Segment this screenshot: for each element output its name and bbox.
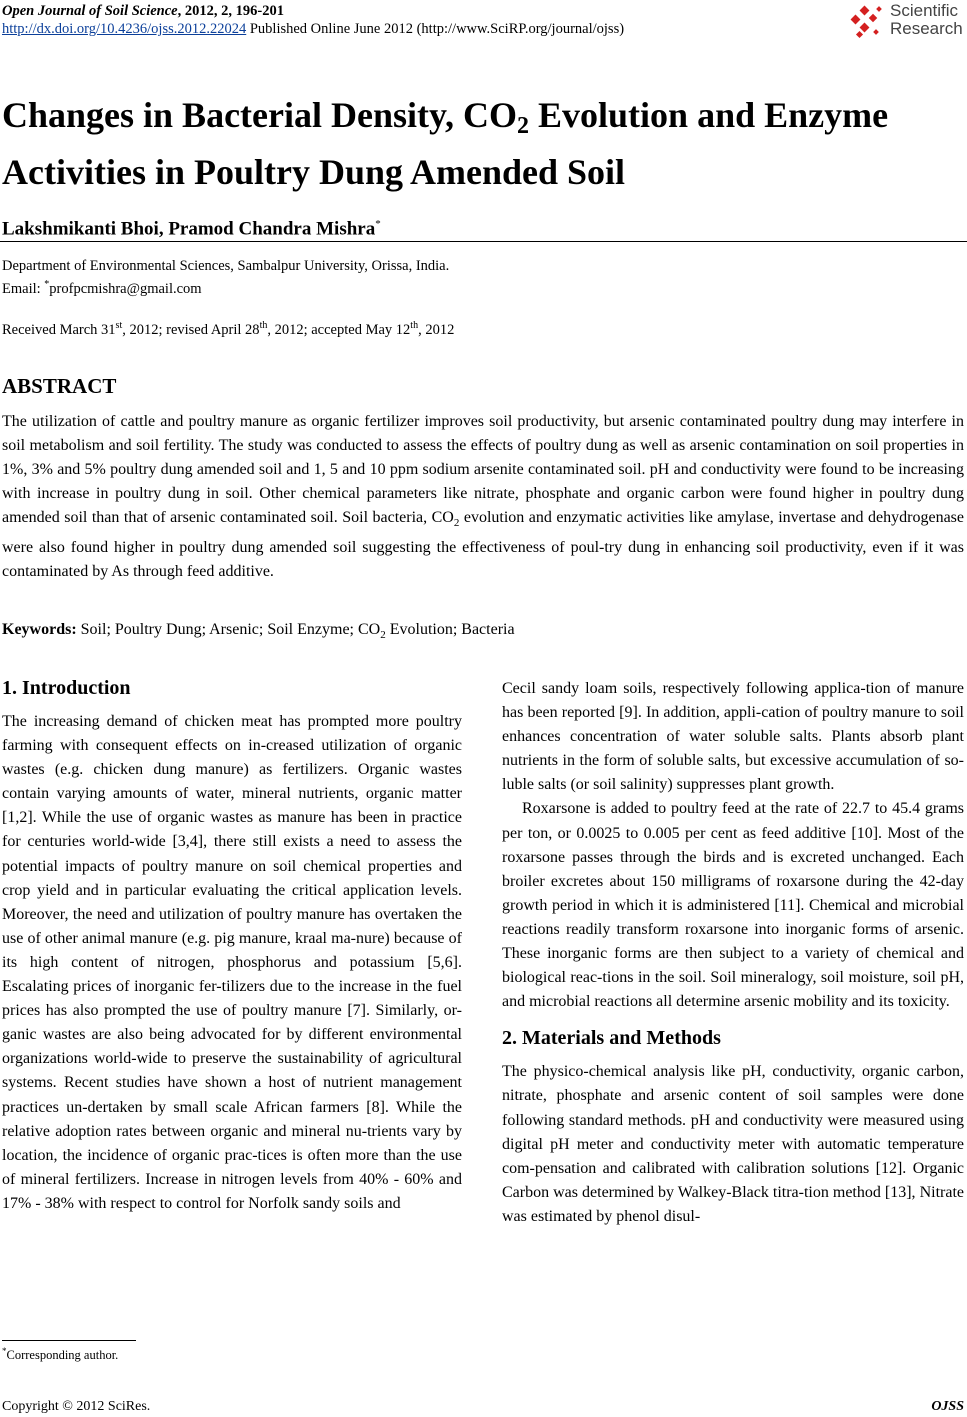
footnote-divider: [2, 1340, 136, 1341]
keywords-text-b: Evolution; Bacteria: [385, 621, 515, 638]
title-line-1-part-b: Evolution and Enzyme: [529, 95, 889, 135]
logo-line-2: Research: [890, 19, 963, 38]
intro-paragraph-2: Roxarsone is added to poultry feed at the rate of 22.7 to 45.4 grams per ton, or 0.0025 to 0.005 per cent as feed additive [10]. Most of the roxarsone passes through the birds and is excreted unchanged. Each broiler excretes about 150 milligrams of roxarsone during the 42-day growth period in which it is administered [11]. Chemical and microbial reactions readily transform roxarsone into inorganic forms of arsenic. These inorganic forms are then subject to a variety of chemical and biological reac-tions in the soil. Soil mineralogy, soil moisture, soil pH, and microbial reactions all determine arsenic mobility and its toxicity.: [502, 800, 964, 1011]
authors: [2, 213, 381, 240]
logo-line-1: Scientific: [890, 1, 959, 20]
logo-text: [890, 2, 963, 38]
author-names: Lakshmikanti Bhoi, Pramod Chandra Mishra: [2, 218, 376, 240]
doi-link[interactable]: http://dx.doi.org/10.4236/ojss.2012.22024: [2, 21, 247, 37]
journal-abbreviation: OJSS: [931, 1399, 964, 1414]
title-subscript: 2: [517, 113, 530, 139]
email-address: profpcmishra@gmail.com: [49, 280, 202, 297]
header-divider: [0, 241, 967, 242]
abstract-text-b: evolution and enzymatic activities like amylase, invertase and dehydrogenase were also found higher in poultry dung amended soil suggesting the effectiveness of poul-try dung in enhancing soil productivity, even if it was contaminated by As through feed additive.: [2, 509, 965, 580]
keywords-subscript: 2: [380, 629, 386, 642]
title-line-1: [2, 92, 962, 149]
logo-mark-icon: [848, 2, 888, 42]
copyright: Copyright © 2012 SciRes.: [2, 1399, 151, 1414]
title-line-2: Activities in Poultry Dung Amended Soil: [2, 152, 626, 192]
paper-title: [2, 92, 962, 195]
received-dates: [2, 317, 454, 339]
received-text-d: , 2012: [418, 321, 455, 338]
right-column: [502, 677, 964, 1229]
abstract-text-a: The utilization of cattle and poultry manure as organic fertilizer improves soil productivity, but arsenic contaminated poultry dung may interfere in soil metabolism and soil fertility. The study was conducted to assess the effects of poultry dung as well as arsenic contamination on soil properties in 1%, 3% and 5% poultry dung amended soil and 1, 5 and 10 ppm sodium arsenite contaminated soil. pH and conductivity were found to be increasing with increase in poultry dung in soil. Other chemical parameters like nitrate, phosphate and organic carbon were found higher in poultry dung amended soil than that of arsenic contaminated soil. Soil bacteria, CO: [2, 413, 964, 527]
received-sup-1: st: [115, 320, 123, 331]
email-line: [2, 276, 202, 298]
footnote-mark: *: [2, 1346, 7, 1356]
received-text-a: Received March 31: [2, 321, 116, 338]
corresponding-mark: *: [375, 218, 381, 230]
intro-paragraph-1: The increasing demand of chicken meat has prompted more poultry farming with consequent effects on in-creased utilization of organic wastes (e.g. chicken dung manure) as fertilizers. Organic wastes contain varying amounts of water, mineral nutrients, organic matter [1,2]. While the use of organic wastes as manure has been in practice for centuries world-wide [3,4], there still exists a need to assess the potential impacts of poultry manure on soil chemical properties and crop yield and in particular evaluating the critical application levels. Moreover, the need and utilization of poultry manure has overtaken the use of other animal manure (e.g. pig manure, kraal ma-nure) because of its high content of nitrogen, phosphorus and potassium [5,6]. Escalating prices of inorganic fer-tilizers due to the increase in the fuel prices has also prompted the use of poultry manure [7]. Similarly, or-ganic wastes are also being advocated for by different environmental organizations world-wide to preserve the sustainability of agricultural systems. Recent studies have shown a host of nutrient management practices un-dertaken by small scale African farmers [8]. While the relative adoption rates between organic and mineral nu-trients vary by location, the incidence of organic prac-tices is often more than the use of mineral fertilizers. Increase in nitrogen levels from 40% - 60% and 17% - 38% with respect to control for Norfolk sandy soils and: [2, 713, 462, 1212]
left-column: [2, 676, 462, 1216]
abstract-heading: ABSTRACT: [2, 374, 117, 398]
email-label: Email:: [2, 280, 45, 297]
journal-name: Open Journal of Soil Science: [2, 3, 178, 19]
keywords-text-a: Soil; Poultry Dung; Arsenic; Soil Enzyme; CO: [76, 621, 381, 638]
received-sup-2: th: [259, 320, 268, 331]
introduction-heading: 1. Introduction: [2, 677, 131, 699]
received-text-b: , 2012; revised April 28: [122, 321, 260, 338]
abstract-body: [2, 410, 964, 584]
title-line-1-part-a: Changes in Bacterial Density, CO: [2, 95, 518, 135]
received-text-c: , 2012; accepted May 12: [267, 321, 411, 338]
affiliation: Department of Environmental Sciences, Sambalpur University, Orissa, India.: [2, 258, 450, 274]
email-mark: *: [44, 279, 50, 290]
footnote-text: Corresponding author.: [6, 1348, 119, 1363]
received-sup-3: th: [410, 320, 419, 331]
methods-heading: 2. Materials and Methods: [502, 1027, 721, 1050]
footnote: [2, 1344, 118, 1363]
intro-paragraph-1-continued: Cecil sandy loam soils, respectively following applica-tion of manure has been reported [9]. In addition, appli-cation of poultry manure to soil enhances concentration of water soluble salts. Plants absorb plant nutrients in the form of soluble salts, but excessive accumulation of so-luble salts (or soil salinity) suppresses plant growth.: [502, 680, 964, 794]
published-online: Published Online June 2012 (http://www.SciRP.org/journal/ojss): [246, 21, 625, 37]
scientific-research-logo: [848, 2, 966, 42]
abstract-subscript: 2: [453, 517, 460, 530]
journal-citation: , 2012, 2, 196-201: [177, 3, 284, 19]
methods-paragraph-1: The physico-chemical analysis like pH, conductivity, organic carbon, nitrate, phosphate and arsenic content of soil samples were done following standard methods. pH and conductivity were measured using digital pH meter and conductivity meter with automatic temperature com-pensation and calibrated with calibration solutions [12]. Organic Carbon was determined by Walkey-Black titra-tion method [13], Nitrate was estimated by phenol disul-: [502, 1063, 964, 1225]
keywords-label: Keywords:: [2, 621, 77, 638]
journal-header: [2, 3, 284, 20]
keywords: [2, 620, 515, 645]
doi-line: [2, 21, 624, 38]
